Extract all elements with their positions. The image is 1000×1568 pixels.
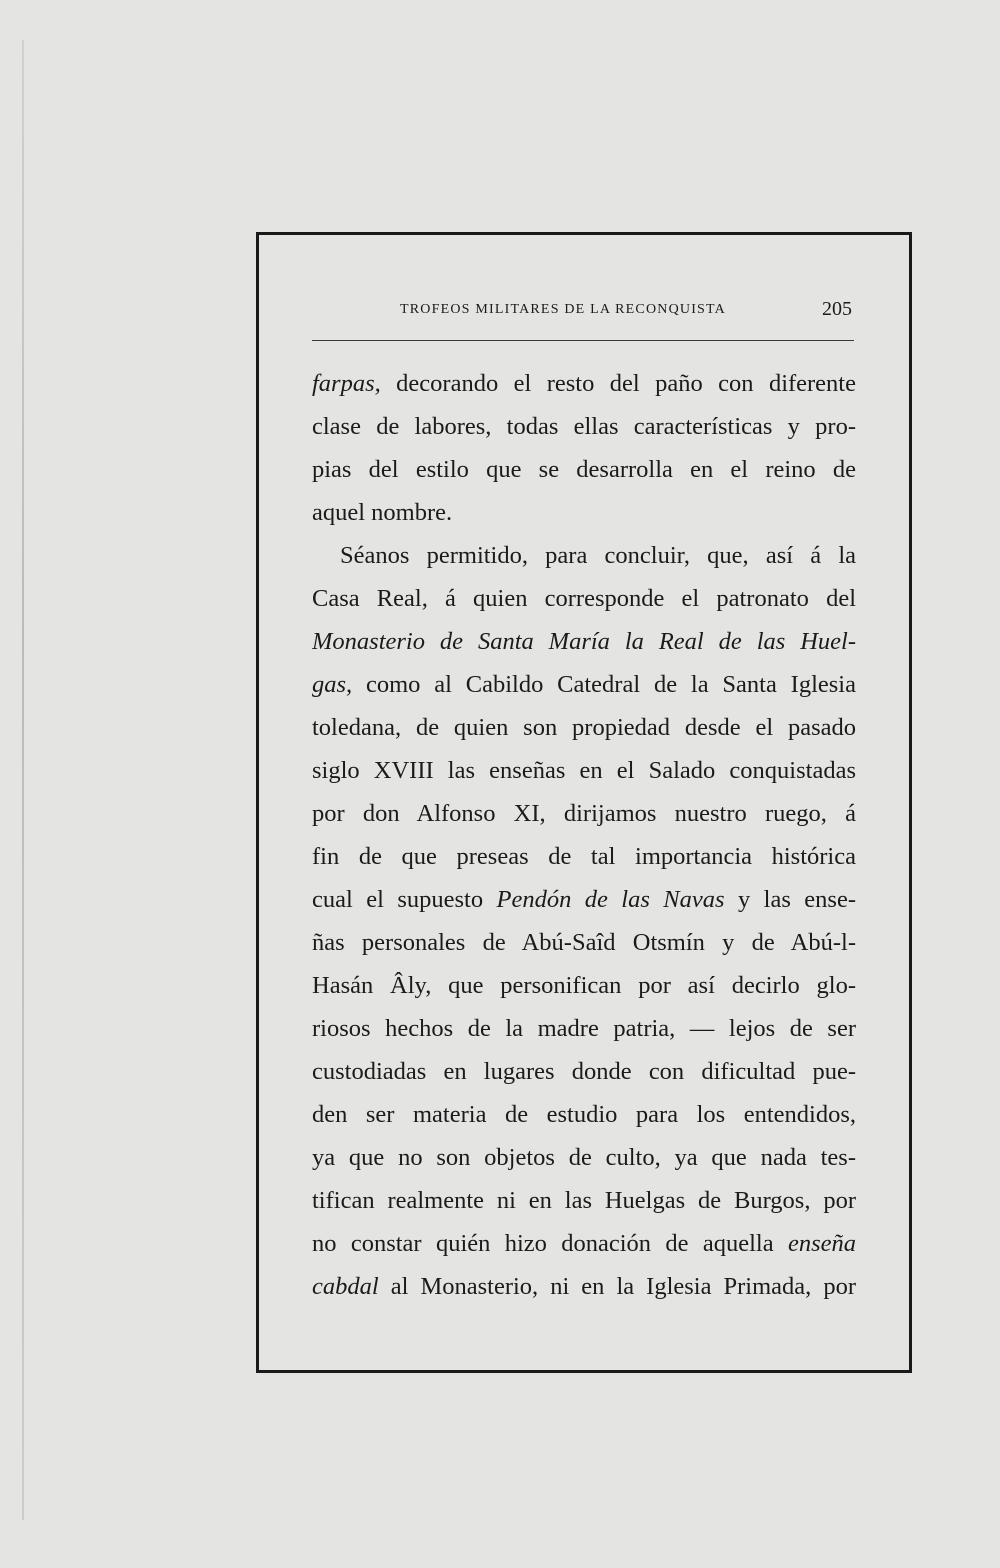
body-text bbox=[312, 362, 856, 1308]
text-line bbox=[312, 491, 856, 534]
text-line bbox=[312, 964, 856, 1007]
text-segment: siglo XVIII las enseñas en el Salado conquistadas bbox=[312, 757, 856, 784]
text-line bbox=[312, 1007, 856, 1050]
text-line bbox=[312, 749, 856, 792]
page-number: 205 bbox=[822, 298, 852, 320]
italic-text: farpas, bbox=[312, 370, 381, 397]
text-segment: cual el supuesto bbox=[312, 886, 497, 913]
text-line bbox=[312, 1050, 856, 1093]
italic-text: cabdal bbox=[312, 1273, 379, 1300]
text-segment: den ser materia de estudio para los entendidos, bbox=[312, 1101, 856, 1128]
text-segment: como al Cabildo Catedral de la Santa Iglesia bbox=[352, 671, 856, 698]
text-segment: riosos hechos de la madre patria, — lejos de ser bbox=[312, 1015, 856, 1042]
text-line bbox=[312, 362, 856, 405]
text-line bbox=[312, 620, 856, 663]
text-line bbox=[312, 835, 856, 878]
text-line bbox=[312, 921, 856, 964]
text-segment: al Monasterio, ni en la Iglesia Primada, por bbox=[378, 1273, 856, 1300]
text-segment: Casa Real, á quien corresponde el patronato del bbox=[312, 585, 856, 612]
text-segment: por don Alfonso XI, dirijamos nuestro ruego, á bbox=[312, 800, 856, 827]
running-header bbox=[312, 300, 854, 341]
text-segment: clase de labores, todas ellas características y pro- bbox=[312, 413, 856, 440]
text-line bbox=[312, 448, 856, 491]
text-segment: custodiadas en lugares donde con dificultad pue- bbox=[312, 1058, 856, 1085]
text-segment: toledana, de quien son propiedad desde el pasado bbox=[312, 714, 856, 741]
text-segment: Hasán Âly, que personifican por así decirlo glo- bbox=[312, 972, 856, 999]
text-line bbox=[312, 577, 856, 620]
text-line bbox=[312, 1136, 856, 1179]
text-line bbox=[312, 534, 856, 577]
italic-text: gas, bbox=[312, 671, 353, 698]
italic-text: Pendón de las Navas bbox=[496, 886, 725, 913]
text-line bbox=[312, 1093, 856, 1136]
text-segment: ya que no son objetos de culto, ya que nada tes- bbox=[312, 1144, 856, 1171]
italic-text: enseña bbox=[787, 1230, 856, 1257]
text-line bbox=[312, 706, 856, 749]
text-segment: ñas personales de Abú-Saîd Otsmín y de Abú-l- bbox=[312, 929, 856, 956]
text-segment: tifican realmente ni en las Huelgas de Burgos, por bbox=[312, 1187, 856, 1214]
text-segment: fin de que preseas de tal importancia histórica bbox=[312, 843, 856, 870]
text-line bbox=[312, 792, 856, 835]
text-segment: aquel nombre. bbox=[312, 499, 453, 526]
text-segment: y las ense- bbox=[724, 886, 856, 913]
text-line bbox=[312, 663, 856, 706]
text-line bbox=[312, 405, 856, 448]
text-segment: decorando el resto del paño con diferente bbox=[380, 370, 856, 397]
text-segment: pias del estilo que se desarrolla en el reino de bbox=[312, 456, 856, 483]
text-line bbox=[312, 878, 856, 921]
text-line bbox=[312, 1222, 856, 1265]
text-line bbox=[312, 1265, 856, 1308]
text-segment: no constar quién hizo donación de aquella bbox=[312, 1230, 788, 1257]
text-line bbox=[312, 1179, 856, 1222]
italic-text: Monasterio de Santa María la Real de las Huel- bbox=[312, 628, 856, 655]
text-segment: Séanos permitido, para concluir, que, así á la bbox=[340, 542, 856, 569]
running-title: TROFEOS MILITARES DE LA RECONQUISTA bbox=[400, 302, 726, 317]
binding-edge bbox=[22, 40, 24, 1520]
